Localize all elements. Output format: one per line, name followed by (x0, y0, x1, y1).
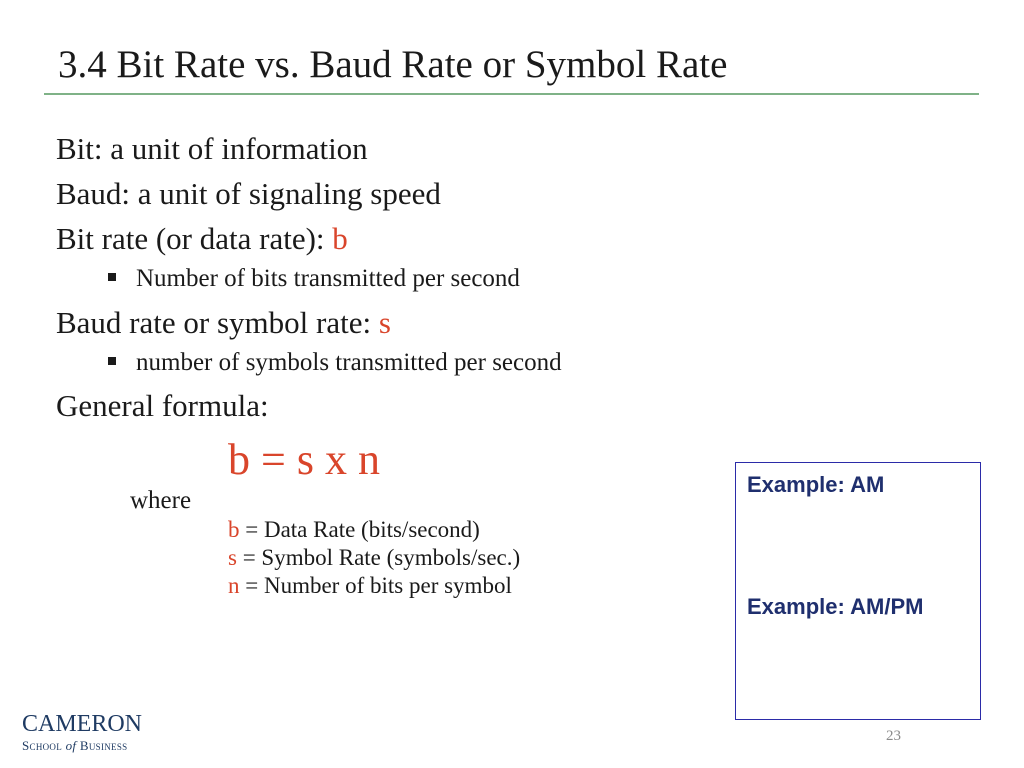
bit-rate-bullet (108, 265, 520, 293)
example-am-label: Example: AM (747, 472, 885, 497)
example-ampm-label: Example: AM/PM (747, 594, 924, 619)
bullet-square-icon (108, 357, 116, 365)
bit-rate-description: Number of bits transmitted per second (136, 265, 520, 292)
definition-symbol: b (228, 517, 240, 542)
logo-sub-part: School (22, 738, 66, 753)
slide-title: 3.4 Bit Rate vs. Baud Rate or Symbol Rate (58, 43, 728, 86)
bit-definition: Bit: a unit of information (56, 131, 368, 166)
example-box (735, 462, 981, 720)
general-formula-heading: General formula: (56, 388, 269, 423)
baud-rate-symbol: s (378, 305, 391, 340)
logo-sub-of: of (65, 738, 77, 753)
definition-b (228, 517, 480, 543)
definition-symbol: s (228, 545, 237, 570)
baud-definition: Baud: a unit of signaling speed (56, 176, 441, 211)
baud-rate-description: number of symbols transmitted per second (136, 349, 562, 376)
bullet-square-icon (108, 273, 116, 281)
baud-rate-label: Baud rate or symbol rate: (56, 305, 379, 340)
formula: b = s x n (228, 435, 380, 484)
definition-s (228, 545, 520, 571)
definition-text: = Symbol Rate (symbols/sec.) (236, 545, 521, 570)
page-number: 23 (886, 728, 901, 744)
title-divider (44, 93, 979, 95)
definition-text: = Number of bits per symbol (239, 573, 512, 598)
bit-rate-line (56, 221, 348, 257)
logo-name: CAMERON (22, 711, 143, 737)
definition-n (228, 573, 512, 599)
bit-rate-label: Bit rate (or data rate): (56, 221, 333, 256)
baud-rate-line (56, 305, 391, 341)
definition-text: = Data Rate (bits/second) (239, 517, 480, 542)
definition-symbol: n (228, 573, 240, 598)
baud-rate-bullet (108, 349, 562, 377)
cameron-logo (22, 712, 142, 754)
logo-sub-part: Business (76, 738, 128, 753)
logo-subtitle (22, 738, 142, 754)
bit-rate-symbol: b (332, 221, 348, 256)
where-label: where (130, 487, 192, 514)
